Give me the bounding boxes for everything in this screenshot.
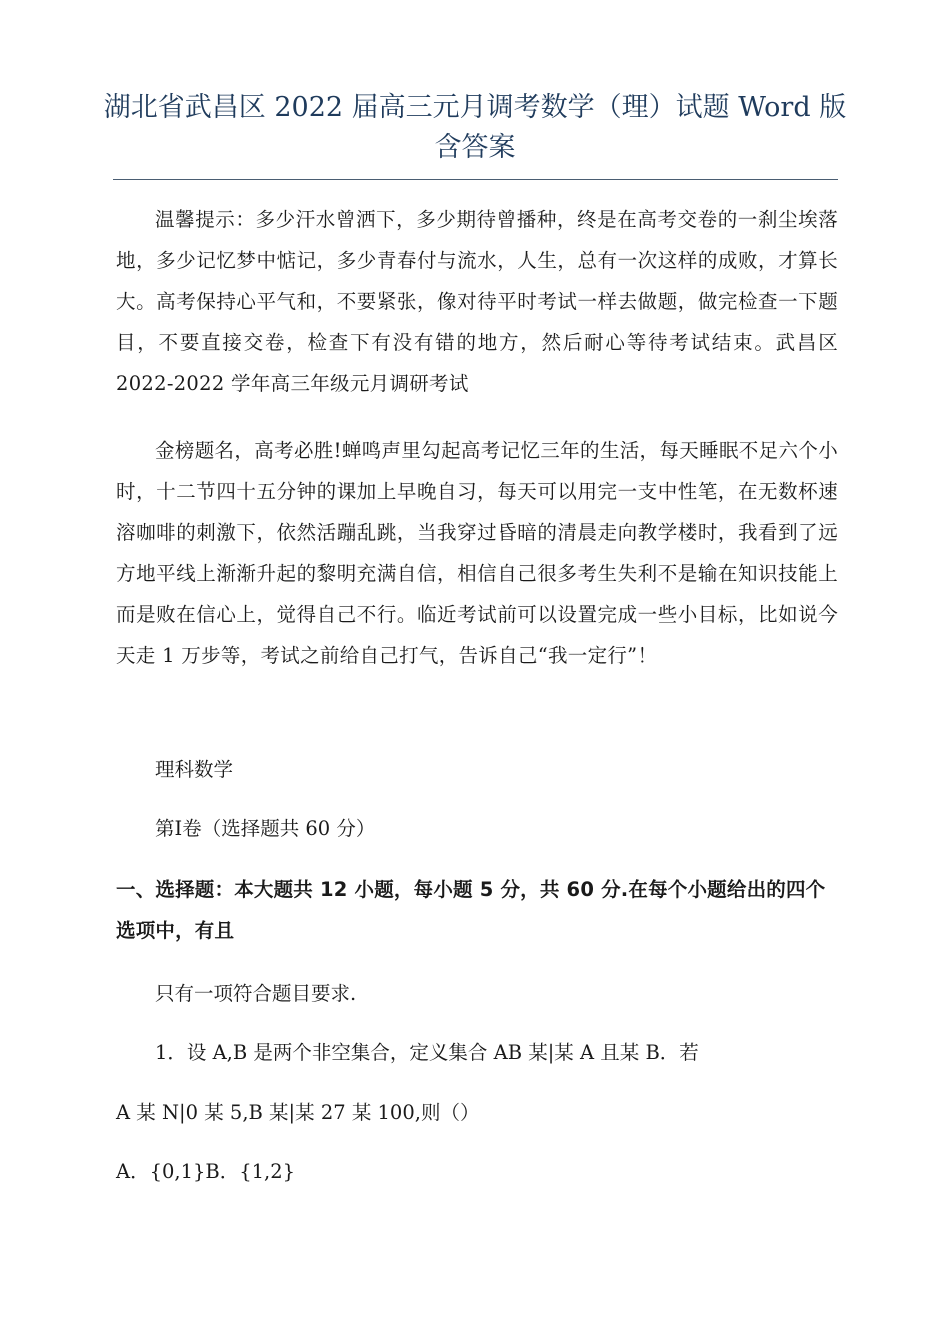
section-note: 只有一项符合题目要求.: [155, 982, 357, 1005]
volume-heading: 第Ⅰ卷（选择题共 60 分）: [155, 817, 376, 840]
subject-label: 理科数学: [155, 758, 234, 781]
question-1-options: A．{0,1}B．{1,2}: [116, 1160, 296, 1183]
title-divider: [113, 179, 838, 180]
question-1-condition: A 某 N|0 某 5,B 某|某 27 某 100,则（）: [116, 1101, 480, 1124]
motivation-paragraph: 金榜题名，高考必胜!蝉鸣声里勾起高考记忆三年的生活，每天睡眠不足六个小时，十二节四十五分钟的课加上早晚自习，每天可以用完一支中性笔，在无数杯速溶咖啡的刺激下，依然活蹦乱跳，当我穿过昏暗的清晨走向教学楼时，我看到了远方地平线上渐渐升起的黎明充满自信，相信自己很多考生失利不是输在知识技能上而是败在信心上，觉得自己不行。临近考试前可以设置完成一些小目标，比如说今天走 1 万步等，考试之前给自己打气，告诉自己“我一定行”！: [116, 439, 838, 667]
question-1-stem: 1．设 A,B 是两个非空集合，定义集合 AB 某|某 A 且某 B．若: [155, 1041, 699, 1064]
intro-paragraph: 温馨提示：多少汗水曾洒下，多少期待曾播种，终是在高考交卷的一刹尘埃落地，多少记忆梦中惦记，多少青春付与流水，人生，总有一次这样的成败，才算长大。高考保持心平气和，不要紧张，像对待平时考试一样去做题，做完检查一下题目，不要直接交卷，检查下有没有错的地方，然后耐心等待考试结束。武昌区 2022-2022 学年高三年级元月调研考试: [116, 208, 838, 395]
document-title: 湖北省武昌区 2022 届高三元月调考数学（理）试题 Word 版含答案: [103, 92, 847, 163]
section-heading: 一、选择题：本大题共 12 小题，每小题 5 分，共 60 分.在每个小题给出的四个选项中，有且: [116, 878, 826, 942]
